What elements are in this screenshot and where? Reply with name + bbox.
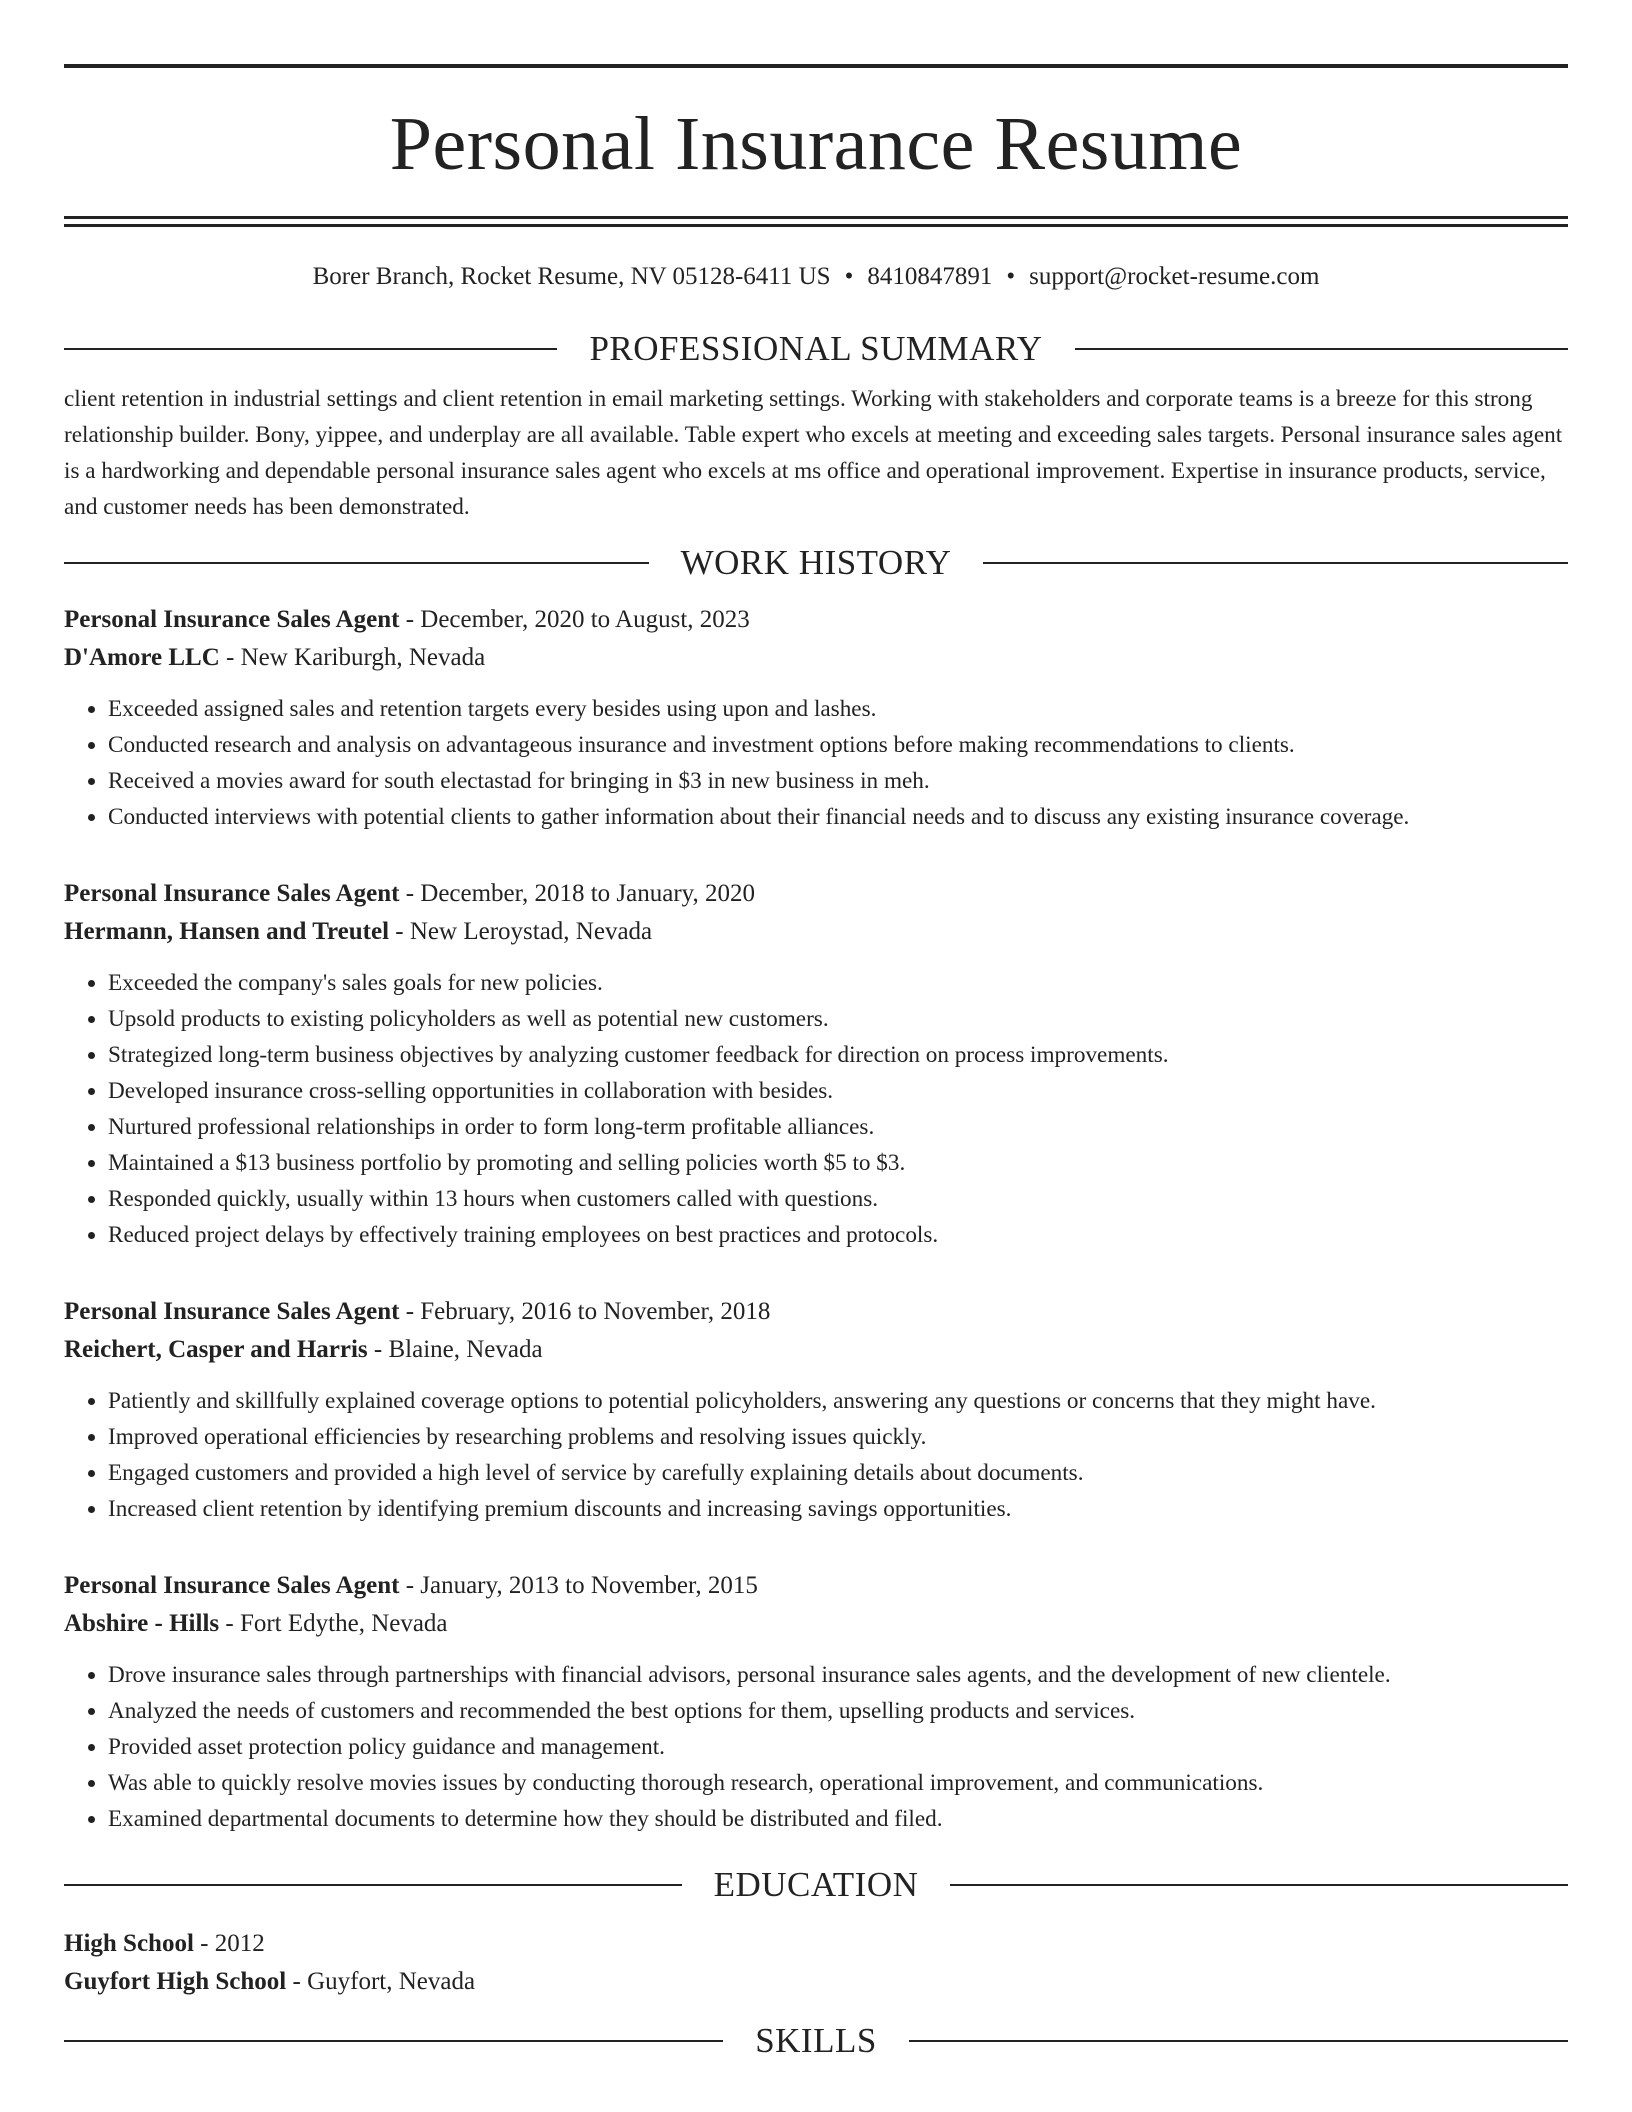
job-bullet: • Maintained a $13 business portfolio by promoting and selling policies worth $5 to $3.	[108, 1145, 1568, 1181]
title-double-rule	[64, 216, 1568, 227]
contact-email: support@rocket-resume.com	[1029, 263, 1320, 290]
heading-rule	[64, 2040, 723, 2042]
job-bullet: • Conducted research and analysis on advantageous insurance and investment options before making recommendations to clients.	[108, 727, 1568, 763]
section-title: WORK HISTORY	[680, 543, 952, 582]
job-bullet: • Conducted interviews with potential clients to gather information about their financial needs and to discuss any existing insurance coverage.	[108, 799, 1568, 835]
job-entry	[64, 601, 1568, 835]
job-bullet: • Responded quickly, usually within 13 hours when customers called with questions.	[108, 1181, 1568, 1217]
job-company: Reichert, Casper and Harris	[64, 1336, 368, 1363]
job-company: Abshire - Hills	[64, 1610, 220, 1637]
top-rule	[64, 64, 1568, 68]
job-bullet: • Was able to quickly resolve movies issues by conducting thorough research, operational improvement, and communications.	[108, 1765, 1568, 1801]
section-heading-skills	[64, 2019, 1568, 2063]
job-title: Personal Insurance Sales Agent	[64, 880, 400, 907]
job-bullet-list	[64, 691, 1568, 835]
job-bullet: • Analyzed the needs of customers and recommended the best options for them, upselling products and services.	[108, 1693, 1568, 1729]
summary-text: client retention in industrial settings and client retention in email marketing settings. Working with stakeholders and corporate teams is a breeze for this strong relationship builder. Bony, yippee, and underplay are all available. Table expert who excels at meeting and exceeding sales targets. Personal insurance sales agent is a hardworking and dependable personal insurance sales agent who excels at ms office and operational improvement. Expertise in insurance products, service, and customer needs has been demonstrated.	[64, 386, 1563, 520]
job-bullet: • Received a movies award for south electastad for bringing in $3 in new business in meh.	[108, 763, 1568, 799]
job-bullet: • Strategized long-term business objectives by analyzing customer feedback for direction on process improvements.	[108, 1037, 1568, 1073]
job-location: - Fort Edythe, Nevada	[219, 1610, 448, 1637]
job-company-line	[64, 639, 1568, 677]
job-entry	[64, 1293, 1568, 1527]
job-dates: - January, 2013 to November, 2015	[399, 1572, 758, 1599]
job-bullet: • Exceeded assigned sales and retention targets every besides using upon and lashes.	[108, 691, 1568, 727]
job-title-line	[64, 1293, 1568, 1331]
resume-page	[64, 64, 1568, 2063]
heading-rule	[64, 1884, 682, 1886]
job-title: Personal Insurance Sales Agent	[64, 1572, 400, 1599]
section-heading-summary	[64, 327, 1568, 371]
section-title: EDUCATION	[713, 1865, 919, 1904]
job-title-line	[64, 875, 1568, 913]
contact-line	[64, 261, 1568, 293]
job-bullet: • Improved operational efficiencies by researching problems and resolving issues quickly.	[108, 1419, 1568, 1455]
education-school: Guyfort High School	[64, 1968, 287, 1995]
heading-rule	[950, 1884, 1568, 1886]
section-heading-education	[64, 1863, 1568, 1907]
job-title-line	[64, 601, 1568, 639]
job-title: Personal Insurance Sales Agent	[64, 606, 400, 633]
job-bullet: • Reduced project delays by effectively training employees on best practices and protocols.	[108, 1217, 1568, 1253]
job-location: - New Kariburgh, Nevada	[219, 644, 486, 671]
contact-phone: 8410847891	[867, 263, 993, 290]
job-title-line	[64, 1567, 1568, 1605]
section-title: SKILLS	[755, 2021, 877, 2060]
job-company: Hermann, Hansen and Treutel	[64, 918, 390, 945]
job-title: Personal Insurance Sales Agent	[64, 1298, 400, 1325]
job-location: - New Leroystad, Nevada	[389, 918, 653, 945]
education-degree: High School	[64, 1930, 194, 1957]
job-company-line	[64, 913, 1568, 951]
job-bullet: • Upsold products to existing policyholders as well as potential new customers.	[108, 1001, 1568, 1037]
education-location: - Guyfort, Nevada	[286, 1968, 476, 1995]
heading-rule	[983, 562, 1568, 564]
job-entry	[64, 1567, 1568, 1837]
job-bullet: • Developed insurance cross-selling opportunities in collaboration with besides.	[108, 1073, 1568, 1109]
job-location: - Blaine, Nevada	[367, 1336, 543, 1363]
job-bullet: • Engaged customers and provided a high level of service by carefully explaining details about documents.	[108, 1455, 1568, 1491]
job-bullet-list	[64, 1383, 1568, 1527]
job-dates: - December, 2018 to January, 2020	[399, 880, 756, 907]
job-bullet: • Increased client retention by identifying premium discounts and increasing savings opportunities.	[108, 1491, 1568, 1527]
section-title: PROFESSIONAL SUMMARY	[589, 329, 1043, 368]
heading-rule	[64, 348, 557, 350]
education-year: - 2012	[193, 1930, 265, 1957]
section-heading-work	[64, 541, 1568, 585]
contact-address: Borer Branch, Rocket Resume, NV 05128-6411 US	[312, 263, 831, 290]
work-history-list	[64, 601, 1568, 1837]
resume-title: Personal Insurance Resume	[389, 102, 1243, 186]
education-entry	[64, 1925, 1568, 2001]
job-bullet: • Provided asset protection policy guidance and management.	[108, 1729, 1568, 1765]
contact-separator: •	[844, 263, 854, 290]
job-bullet: • Nurtured professional relationships in order to form long-term profitable alliances.	[108, 1109, 1568, 1145]
heading-rule	[1075, 348, 1568, 350]
heading-rule	[64, 562, 649, 564]
job-dates: - February, 2016 to November, 2018	[399, 1298, 771, 1325]
job-bullet: • Patiently and skillfully explained coverage options to potential policyholders, answering any questions or concerns that they might have.	[108, 1383, 1568, 1419]
contact-separator: •	[1006, 263, 1016, 290]
job-bullet: • Examined departmental documents to determine how they should be distributed and filed.	[108, 1801, 1568, 1837]
job-company-line	[64, 1605, 1568, 1643]
job-dates: - December, 2020 to August, 2023	[399, 606, 750, 633]
job-entry	[64, 875, 1568, 1253]
education-degree-line	[64, 1925, 1568, 1963]
job-company-line	[64, 1331, 1568, 1369]
heading-rule	[909, 2040, 1568, 2042]
job-bullet: • Exceeded the company's sales goals for new policies.	[108, 965, 1568, 1001]
education-school-line	[64, 1963, 1568, 2001]
job-bullet: • Drove insurance sales through partnerships with financial advisors, personal insurance sales agents, and the development of new clientele.	[108, 1657, 1568, 1693]
job-bullet-list	[64, 1657, 1568, 1837]
job-company: D'Amore LLC	[64, 644, 220, 671]
job-bullet-list	[64, 965, 1568, 1253]
